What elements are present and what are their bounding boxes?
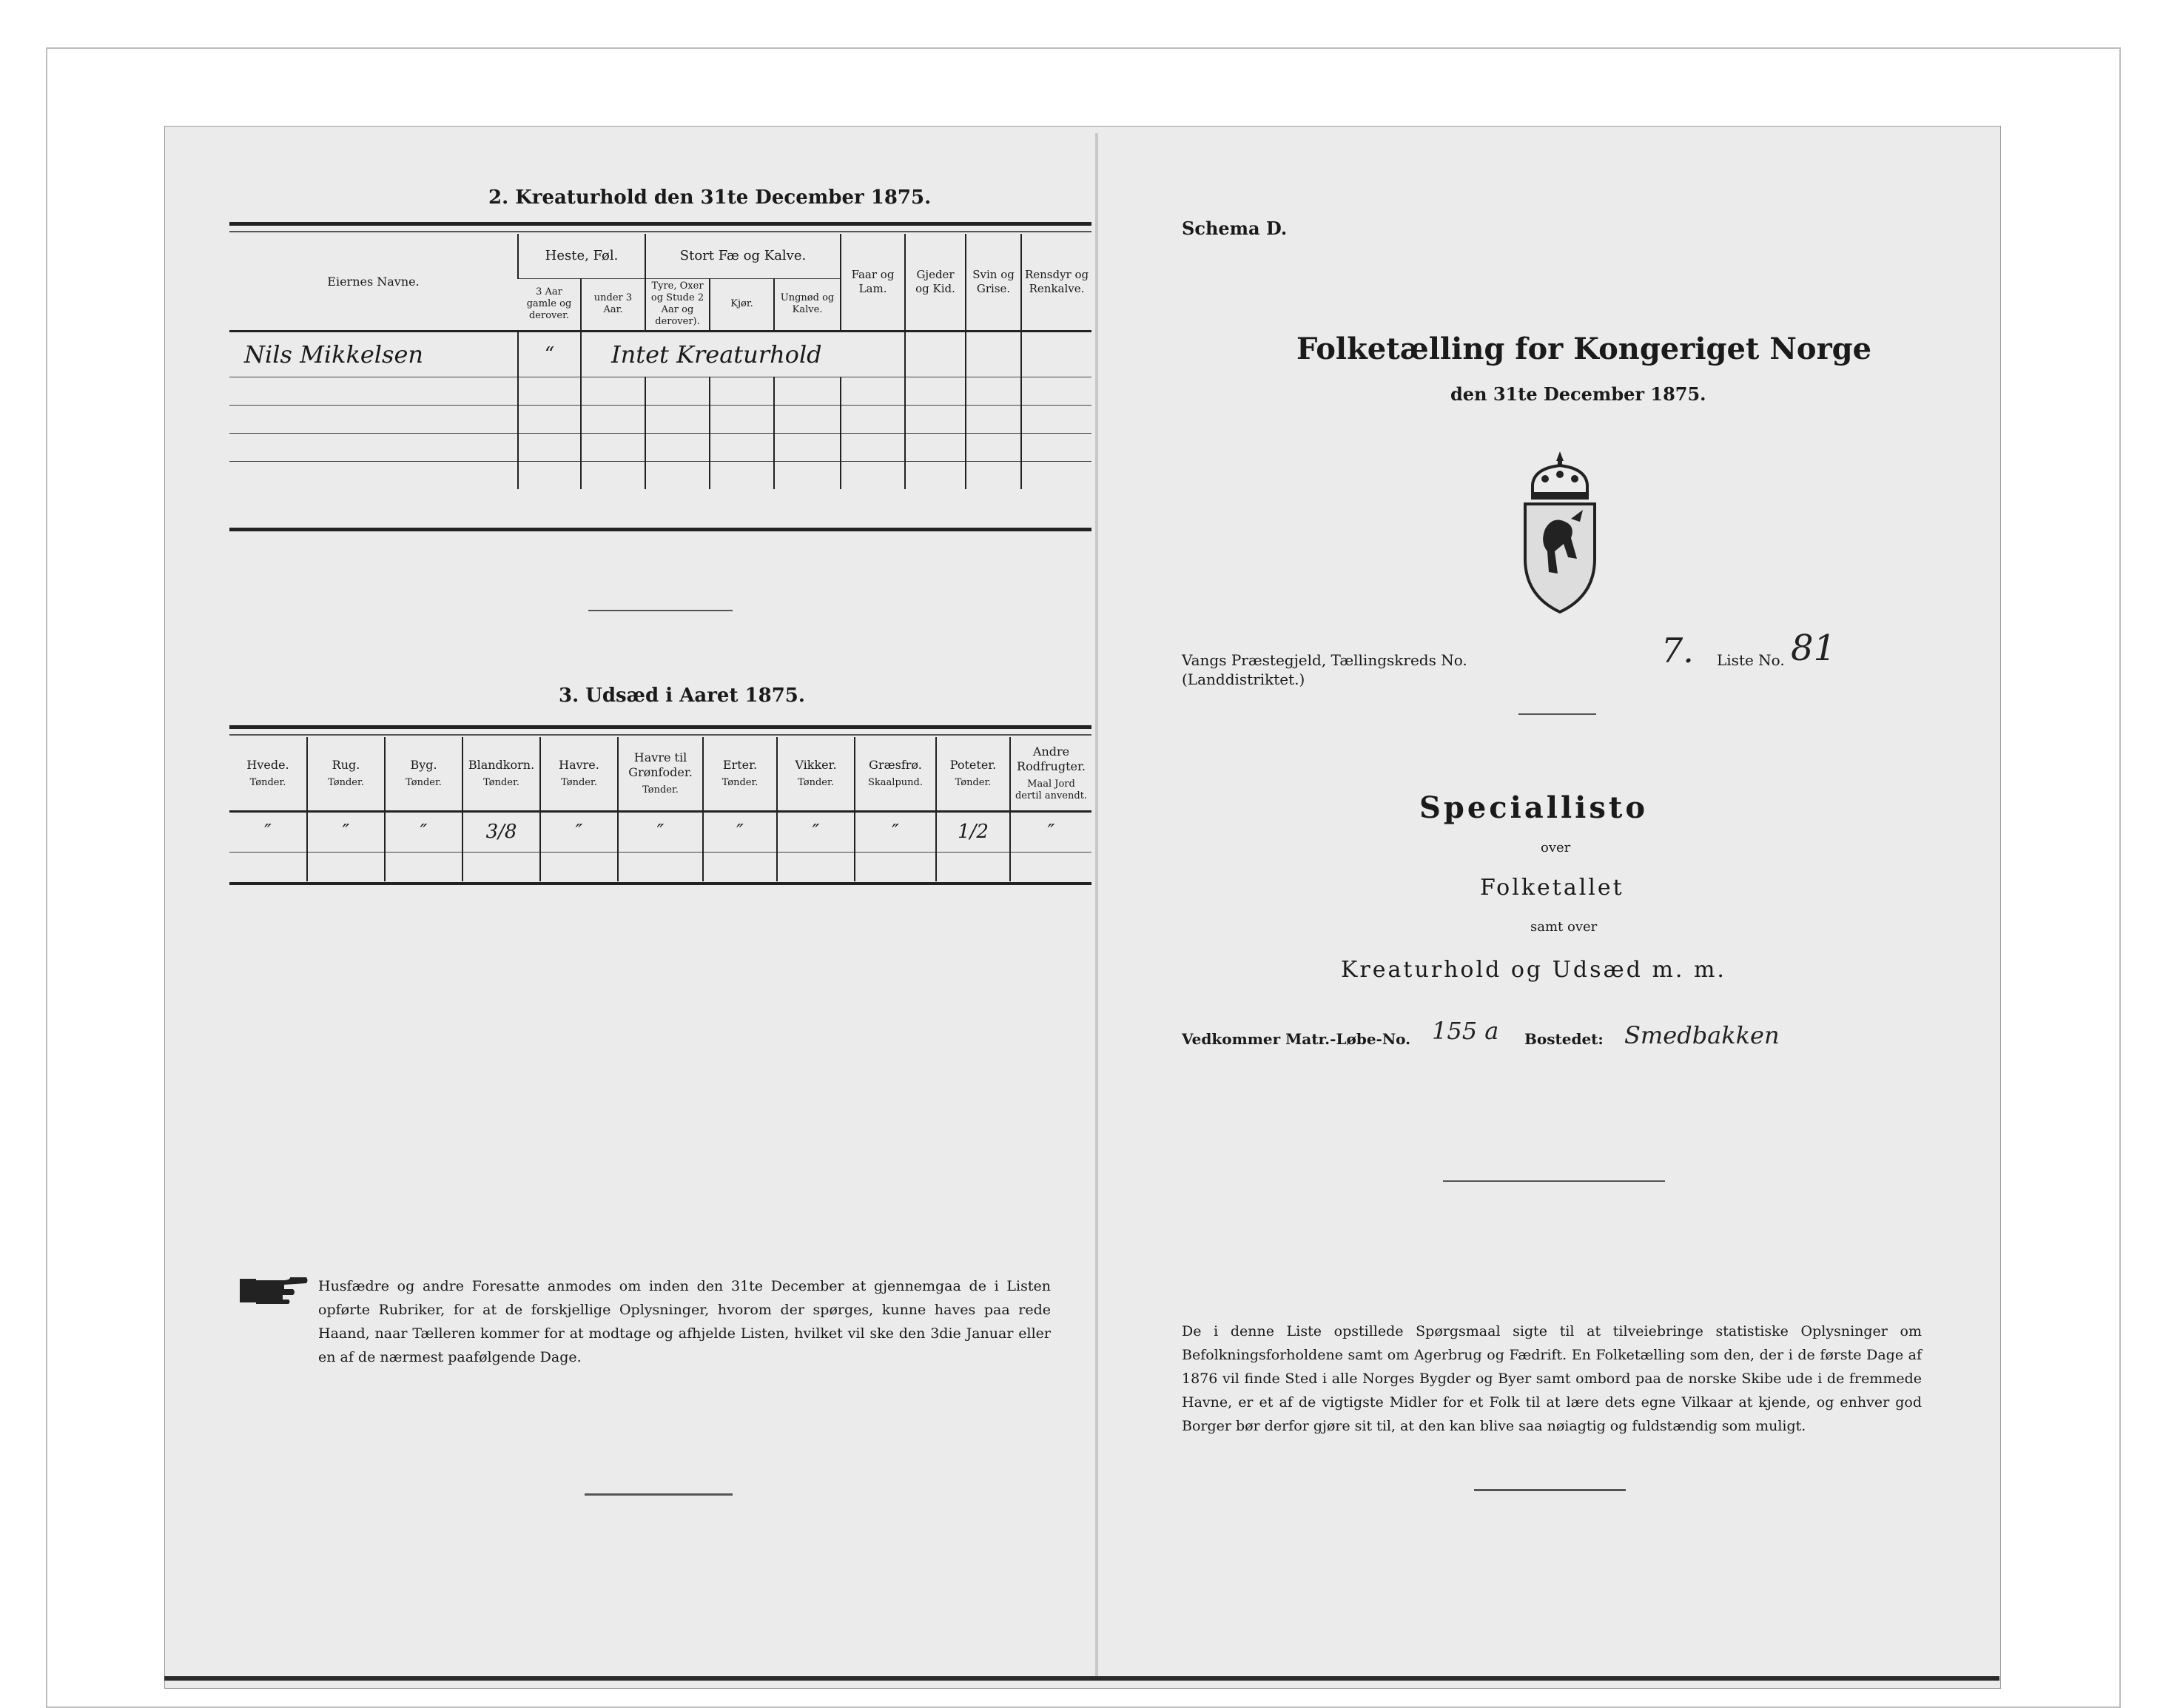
col-reindeer: Rensdyr og Renkalve. (1021, 234, 1091, 331)
seed-value-4 (540, 811, 618, 852)
seed-value-text: ″ (264, 821, 272, 843)
seed-value-text: ″ (892, 821, 899, 843)
seed-col-2 (385, 737, 462, 811)
seed-value-2 (385, 811, 462, 852)
group-horses: Heste, Føl. (518, 234, 645, 278)
col-cows: Kjør. (710, 278, 774, 331)
notice-text: Husfædre og andre Foresatte anmodes om inden den 31te December at gjennemgaa de i Listen opførte Rubriker, for at de forskjellige Oplysninger, hvorom der spørges, kunne haves paa rede Haand, naar Tælleren kommer for at modtage og afhjelde Listen, hvilket vil ske den 3die Januar eller en af de nærmest paafølgende Dage. (318, 1278, 1051, 1365)
col-horse-old: 3 Aar gamle og derover. (526, 286, 572, 322)
seed-col-unit: Tønder. (798, 777, 834, 789)
seed-col-name: Havre. (559, 758, 599, 773)
seed-col-name: Blandkorn. (468, 758, 535, 773)
livestock-row-4 (229, 433, 1091, 461)
col-bulls: Tyre, Oxer og Stude 2 Aar og derover). (645, 278, 710, 331)
seed-value-text: ″ (420, 821, 428, 843)
district-number: 7. (1661, 631, 1694, 670)
bosted-label: Bostedet: (1524, 1030, 1604, 1048)
samt-over-text: samt over (1530, 919, 1598, 935)
seed-top-rule-2 (229, 734, 1091, 736)
seed-col-unit: Tønder. (406, 777, 442, 789)
main-title: Folketælling for Kongeriget Norge (1296, 332, 1872, 366)
livestock-table (229, 234, 1091, 489)
seed-value-text: ″ (342, 821, 350, 843)
seed-value-0 (229, 811, 307, 852)
seed-heading: 3. Udsæd i Aaret 1875. (559, 685, 805, 707)
bosted-value: Smedbakken (1624, 1021, 1780, 1049)
seed-col-unit: Tønder. (721, 777, 758, 789)
col-horse-young: under 3 Aar. (581, 278, 645, 331)
separator-4 (1443, 1180, 1665, 1182)
separator-1 (588, 610, 733, 611)
parish-label: Vangs Præstegjeld, Tællingskreds No. (1182, 651, 1467, 669)
seed-col-name: Andre Rodfrugter. (1017, 744, 1086, 773)
seed-value-8 (855, 811, 936, 852)
seed-col-name: Byg. (410, 758, 437, 773)
separator-5 (1474, 1489, 1626, 1491)
seed-value-3 (462, 811, 540, 852)
seed-col-name: Hvede. (246, 758, 289, 773)
seed-col-unit: Maal Jord dertil anvendt. (1015, 779, 1088, 802)
matr-label: Vedkommer Matr.-Løbe-No. (1182, 1030, 1411, 1048)
seed-col-unit: Tønder. (483, 777, 519, 789)
seed-col-name: Havre til Grønfoder. (628, 750, 693, 780)
seed-value-6 (703, 811, 777, 852)
seed-value-text: ″ (656, 821, 665, 843)
over-text-1: over (1541, 840, 1571, 855)
livestock-top-rule-2 (229, 231, 1091, 232)
folketallet-text: Folketallet (1480, 875, 1624, 901)
col-sheep: Faar og Lam. (841, 234, 905, 331)
page-fold (1095, 133, 1098, 1680)
seed-col-name: Rug. (332, 758, 360, 773)
seed-value-text: ″ (1047, 821, 1055, 843)
seed-value-1 (307, 811, 385, 852)
main-subtitle: den 31te December 1875. (1450, 383, 1706, 405)
matr-number: 155 a (1432, 1017, 1499, 1045)
seed-col-name: Poteter. (949, 758, 997, 773)
livestock-row-2 (229, 377, 1091, 405)
special-title: Speciallisto (1419, 790, 1649, 825)
livestock-heading: 2. Kreaturhold den 31te December 1875. (488, 186, 932, 209)
district-label: (Landdistriktet.) (1182, 670, 1305, 688)
seed-value-text: ″ (812, 821, 820, 843)
coat-of-arms-icon (1512, 448, 1608, 618)
seed-table (229, 737, 1091, 881)
list-label: Liste No. (1717, 651, 1785, 669)
seed-col-unit: Tønder. (955, 777, 992, 789)
col-calves: Ungnød og Kalve. (774, 278, 841, 331)
seed-col-name: Vikker. (795, 758, 837, 773)
livestock-row-1 (229, 331, 1091, 377)
seed-col-8 (855, 737, 936, 811)
seed-bottom-rule (229, 882, 1091, 885)
seed-top-rule (229, 725, 1091, 729)
seed-row-2 (229, 852, 1091, 881)
seed-col-7 (777, 737, 855, 811)
seed-col-1 (307, 737, 385, 811)
seed-col-name: Græsfrø. (869, 758, 922, 773)
livestock-bottom-rule (229, 528, 1091, 531)
col-owner: Eiernes Navne. (327, 274, 420, 289)
seed-value-9 (936, 811, 1010, 852)
seed-col-5 (618, 737, 703, 811)
seed-col-unit: Tønder. (328, 777, 364, 789)
seed-value-text: 1/2 (958, 821, 989, 843)
seed-col-name: Erter. (722, 758, 758, 773)
seed-col-0 (229, 737, 307, 811)
list-number: 81 (1791, 628, 1837, 669)
seed-value-7 (777, 811, 855, 852)
col-goats: Gjeder og Kid. (905, 234, 966, 331)
seed-col-3 (462, 737, 540, 811)
bottom-rule (164, 1676, 1999, 1681)
seed-col-unit: Tønder. (561, 777, 597, 789)
livestock-row-3 (229, 405, 1091, 433)
seed-value-10 (1010, 811, 1091, 852)
seed-col-9 (936, 737, 1010, 811)
seed-value-text: ″ (736, 821, 744, 843)
owner-name: Nils Mikkelsen (244, 340, 423, 369)
seed-value-text: ″ (575, 821, 583, 843)
seed-col-unit: Tønder. (642, 784, 679, 796)
schema-label: Schema D. (1182, 218, 1288, 239)
seed-col-4 (540, 737, 618, 811)
livestock-row-5 (229, 461, 1091, 489)
seed-value-5 (618, 811, 703, 852)
seed-value-text: 3/8 (485, 821, 517, 843)
seed-col-10 (1010, 737, 1091, 811)
seed-col-6 (703, 737, 777, 811)
kreaturhold-text: Kreaturhold og Udsæd m. m. (1341, 957, 1726, 983)
separator-3 (1518, 713, 1596, 715)
livestock-top-rule (229, 222, 1091, 226)
pointing-hand-icon (238, 1271, 309, 1308)
group-cattle: Stort Fæ og Kalve. (645, 234, 841, 278)
seed-col-unit: Tønder. (249, 777, 286, 789)
explanation-paragraph: De i denne Liste opstillede Spørgsmaal sigte til at tilveiebringe statistiske Oplysninger om Befolkningsforholdene samt om Agerbrug og Fædrift. En Folketælling som den, der i de første Dage af 1876 vil finde Sted i alle Norges Bygder og Byer samt ombord paa de norske Skibe ude i de fremmede Havne, er et af de vigtigste Midler for et Folk til at lære dets egne Vilkaar at kjende, og enhver god Borger bør derfor gjøre sit til, at den kan blive saa nøiagtig og fuldstændig som muligt. (1182, 1323, 1922, 1434)
col-pigs: Svin og Grise. (966, 234, 1021, 331)
seed-col-unit: Skaalpund. (868, 777, 923, 789)
livestock-entry: Intet Kreaturhold (611, 340, 822, 369)
horse-old-value: “ (544, 343, 555, 366)
separator-2 (585, 1493, 733, 1496)
